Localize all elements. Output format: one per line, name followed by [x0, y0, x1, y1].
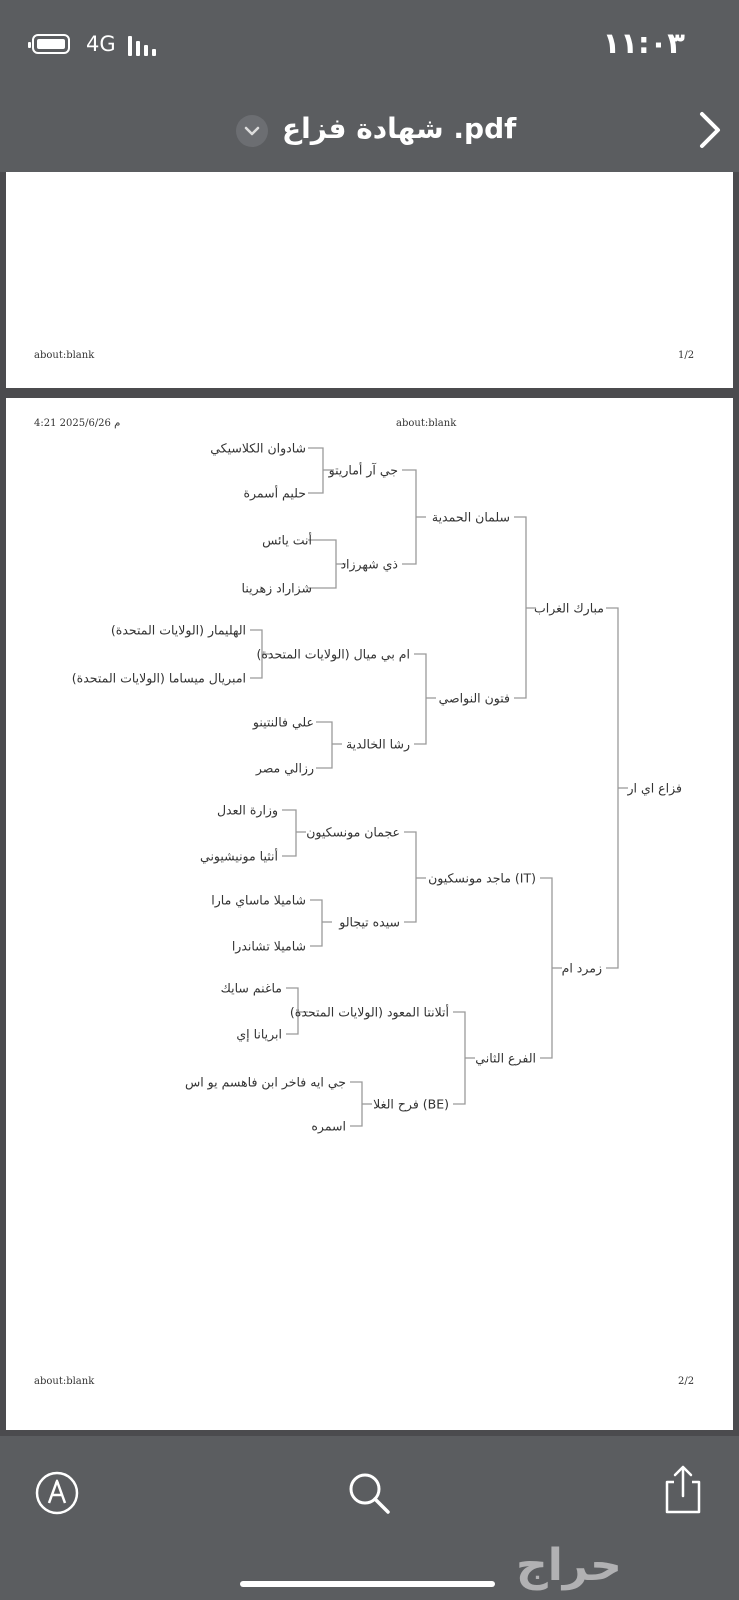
- dam-name: زمرد ام: [561, 960, 602, 976]
- page-number: 2/2: [678, 1376, 695, 1387]
- search-icon[interactable]: [346, 1470, 392, 1516]
- ancestor-sddd: رزالي مصر: [255, 760, 314, 776]
- pdf-page-2[interactable]: [6, 398, 733, 1430]
- ancestor-ssd: ذي شهرزاد: [340, 556, 398, 572]
- document-title[interactable]: شهادة فزاع .pdf: [282, 112, 517, 145]
- ancestor-sdss: الهليمار (الولايات المتحدة): [110, 622, 246, 638]
- ancestor-ddss: ماغنم سايك: [220, 980, 282, 996]
- ancestor-dsd: سيده تيجالو: [339, 914, 400, 930]
- ancestor-ssdd: شزاراد زهرينا: [241, 580, 312, 596]
- ancestor-ds: ماجد مونسكيون (IT): [428, 870, 536, 886]
- ancestor-sss: جي آر أماريتو: [328, 462, 398, 478]
- bottom-toolbar: [0, 1436, 739, 1600]
- ancestor-sd: فتون النواصي: [438, 690, 510, 706]
- ancestor-sds: ام بي ميال (الولايات المتحدة): [256, 646, 410, 662]
- ancestor-dd: الفرع الثاني: [475, 1050, 536, 1066]
- pdf-page-1[interactable]: [6, 172, 733, 388]
- network-type: 4G: [86, 32, 116, 56]
- ancestor-dsds: شاميلا ماساي مارا: [211, 892, 306, 908]
- chevron-down-icon: [236, 115, 268, 147]
- ancestor-sssd: حليم أسمرة: [243, 485, 306, 501]
- ancestor-ddd: فرح الغلا (BE): [373, 1096, 449, 1112]
- page-header-date: 4:21 2025/6/26 م: [34, 418, 121, 429]
- horse-name: فزاع اي ار: [627, 780, 682, 796]
- navigation-bar: [0, 90, 739, 172]
- share-icon[interactable]: [660, 1464, 706, 1516]
- page-number: 1/2: [678, 350, 695, 361]
- ancestor-ssss: شادوان الكلاسيكي: [210, 440, 306, 456]
- title-menu-button[interactable]: [236, 115, 268, 147]
- ancestor-ddsd: ابريانا إي: [236, 1026, 282, 1042]
- ancestor-ss: سلمان الحمدية: [431, 509, 510, 525]
- ancestor-sdsd: امبريال ميساما (الولايات المتحدة): [71, 670, 246, 686]
- ancestor-ssds: أنت يائس: [262, 532, 312, 548]
- ancestor-sdds: علي فالنتينو: [252, 714, 314, 730]
- page-footer-url: about:blank: [34, 350, 95, 361]
- signal-icon: [128, 36, 168, 56]
- status-bar: [0, 0, 739, 90]
- ancestor-dss: عجمان مونسكيون: [306, 824, 400, 840]
- page-footer-url: about:blank: [34, 1376, 95, 1387]
- ancestor-dssd: أنثيا مونيشيوني: [200, 848, 278, 864]
- markup-icon[interactable]: [34, 1470, 80, 1516]
- page-header-url: about:blank: [396, 418, 457, 429]
- ancestor-ddds: جي ايه فاخر ابن فاهسم يو اس: [184, 1074, 346, 1090]
- battery-icon: [32, 34, 70, 54]
- sire-name: مبارك الغراب: [533, 600, 604, 616]
- home-indicator[interactable]: [240, 1581, 495, 1587]
- ancestor-dds: أتلانتا المعود (الولايات المتحدة): [289, 1004, 449, 1020]
- ancestor-dddd: اسمره: [311, 1118, 346, 1134]
- ancestor-dsss: وزارة العدل: [216, 802, 278, 818]
- clock: ١١:٠٣: [602, 26, 685, 60]
- watermark: حراج: [516, 1540, 622, 1591]
- ancestor-dsdd: شاميلا تشاندرا: [231, 938, 306, 954]
- back-chevron-icon[interactable]: [690, 110, 730, 150]
- ancestor-sdd: رشا الخالدية: [345, 736, 410, 752]
